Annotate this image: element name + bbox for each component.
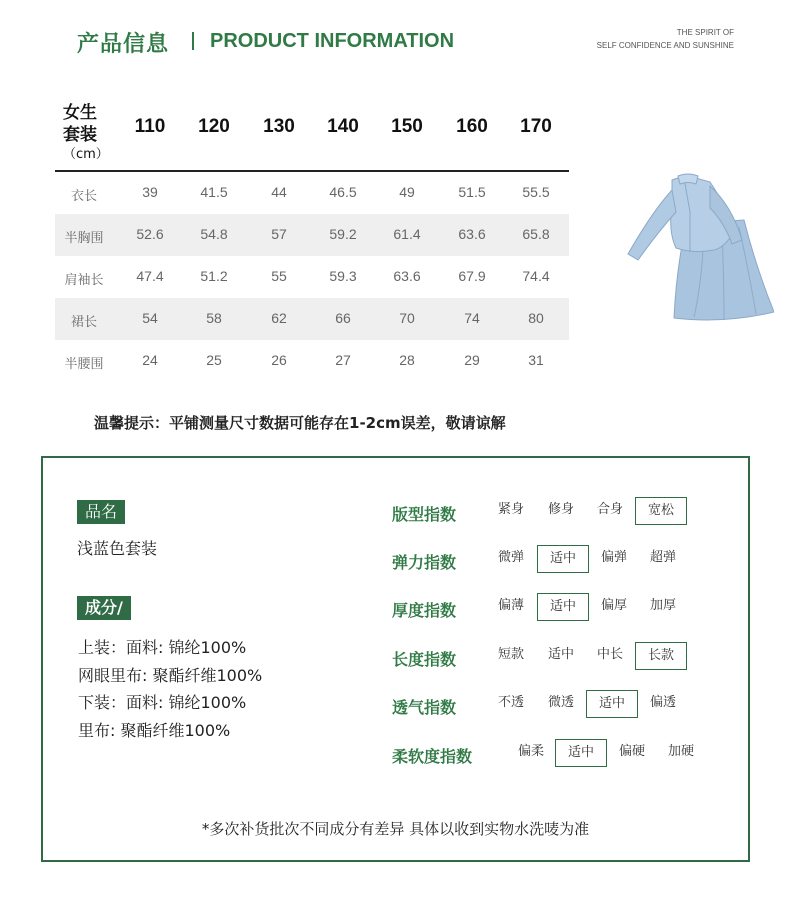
footnote: *多次补货批次不同成分有差异 具体以收到实物水洗唛为准 <box>201 820 590 838</box>
product-name: 浅蓝色套装 <box>77 539 158 558</box>
table-cell: 25 <box>206 352 222 368</box>
table-row <box>55 340 569 382</box>
row-label: 裙长 <box>70 315 97 330</box>
header-title-en: PRODUCT INFORMATION <box>210 30 455 52</box>
table-row <box>55 214 569 256</box>
header-title-cn: 产品信息 <box>77 32 170 57</box>
composition-tag: 成分/ <box>77 596 131 620</box>
length-option: 短款 <box>497 647 524 662</box>
table-row <box>55 256 569 298</box>
table-cell: 54.8 <box>200 226 228 242</box>
table-cell: 47.4 <box>136 268 164 284</box>
size-header: 170 <box>520 116 552 137</box>
product-image <box>624 172 774 322</box>
table-cell: 31 <box>528 352 544 368</box>
breathability-option: 偏透 <box>649 695 676 710</box>
size-header: 160 <box>456 116 488 137</box>
table-cell: 24 <box>142 352 158 368</box>
fit-option: 修身 <box>547 502 574 517</box>
size-header: 110 <box>134 116 166 137</box>
table-cell: 80 <box>528 310 544 326</box>
composition-line: 下装：面料: 锦纶100% <box>78 693 247 712</box>
row-label: 半腰围 <box>64 357 104 372</box>
thickness-option: 加厚 <box>649 598 676 613</box>
size-table <box>55 98 569 382</box>
table-cell: 54 <box>142 310 158 326</box>
table-cell: 74.4 <box>522 268 550 284</box>
size-table-header <box>55 98 569 172</box>
softness-option: 偏硬 <box>618 744 645 759</box>
size-header: 120 <box>198 116 230 137</box>
breathability-index-title: 透气指数 <box>392 698 457 717</box>
table-row <box>55 172 569 214</box>
table-cell: 67.9 <box>458 268 486 284</box>
table-cell: 61.4 <box>393 226 421 242</box>
table-cell: 70 <box>399 310 415 326</box>
slogan-line-1: THE SPIRIT OF <box>676 28 734 37</box>
breathability-option: 微透 <box>547 695 574 710</box>
product-info-box <box>41 456 750 862</box>
elasticity-option-selected: 适中 <box>537 545 589 573</box>
table-row <box>55 298 569 340</box>
table-cell: 57 <box>271 226 287 242</box>
length-option: 中长 <box>596 647 623 662</box>
table-cell: 39 <box>142 184 158 200</box>
slogan <box>597 26 734 52</box>
slogan-line-2: SELF CONFIDENCE AND SUNSHINE <box>596 41 734 50</box>
composition-line: 里布: 聚酯纤维100% <box>78 721 231 740</box>
elasticity-index-title: 弹力指数 <box>392 553 457 572</box>
elasticity-option: 偏弹 <box>600 550 627 565</box>
table-cell: 51.5 <box>458 184 486 200</box>
fit-index-title: 版型指数 <box>392 505 457 524</box>
table-cell: 55 <box>271 268 287 284</box>
table-cell: 65.8 <box>522 226 550 242</box>
row-label: 衣长 <box>70 189 97 204</box>
measurement-tip: 温馨提示：平铺测量尺寸数据可能存在1-2cm误差，敬请谅解 <box>94 414 506 432</box>
thickness-option: 偏薄 <box>497 598 524 613</box>
table-cell: 66 <box>335 310 351 326</box>
breathability-option: 不透 <box>497 695 524 710</box>
composition-line: 网眼里布: 聚酯纤维100% <box>78 666 263 685</box>
table-cell: 74 <box>464 310 480 326</box>
table-cell: 52.6 <box>136 226 164 242</box>
fit-option-selected: 宽松 <box>635 497 687 525</box>
table-cell: 59.3 <box>329 268 357 284</box>
row-label: 肩袖长 <box>64 273 104 288</box>
size-table-label <box>63 102 109 163</box>
table-cell: 29 <box>464 352 480 368</box>
table-cell: 63.6 <box>458 226 486 242</box>
size-header: 130 <box>263 116 295 137</box>
elasticity-option: 超弹 <box>649 550 676 565</box>
table-cell: 41.5 <box>200 184 228 200</box>
fit-option: 紧身 <box>497 502 524 517</box>
softness-index-title: 柔软度指数 <box>392 747 473 766</box>
table-cell: 63.6 <box>393 268 421 284</box>
table-cell: 44 <box>271 184 287 200</box>
length-index-title: 长度指数 <box>392 650 457 669</box>
table-cell: 62 <box>271 310 287 326</box>
table-cell: 55.5 <box>522 184 550 200</box>
name-tag: 品名 <box>77 500 125 524</box>
row-label: 半胸围 <box>64 231 104 246</box>
table-cell: 27 <box>335 352 351 368</box>
softness-option-selected: 适中 <box>555 739 607 767</box>
length-option-selected: 长款 <box>635 642 687 670</box>
table-cell: 46.5 <box>329 184 357 200</box>
table-cell: 59.2 <box>329 226 357 242</box>
breathability-option-selected: 适中 <box>586 690 638 718</box>
thickness-option-selected: 适中 <box>537 593 589 621</box>
softness-option: 加硬 <box>667 744 694 759</box>
softness-option: 偏柔 <box>517 744 544 759</box>
table-cell: 58 <box>206 310 222 326</box>
unit-label: （cm） <box>63 147 109 162</box>
size-header: 150 <box>391 116 423 137</box>
table-cell: 26 <box>271 352 287 368</box>
table-cell: 28 <box>399 352 415 368</box>
thickness-option: 偏厚 <box>600 598 627 613</box>
thickness-index-title: 厚度指数 <box>392 601 457 620</box>
size-header: 140 <box>327 116 359 137</box>
elasticity-option: 微弹 <box>497 550 524 565</box>
table-cell: 51.2 <box>200 268 228 284</box>
label-line-2: 套装 <box>63 125 97 145</box>
header-divider <box>192 32 194 50</box>
fit-option: 合身 <box>596 502 623 517</box>
length-option: 适中 <box>547 647 574 662</box>
composition-line: 上装：面料: 锦纶100% <box>78 638 247 657</box>
label-line-1: 女生 <box>63 103 97 123</box>
table-cell: 49 <box>399 184 415 200</box>
